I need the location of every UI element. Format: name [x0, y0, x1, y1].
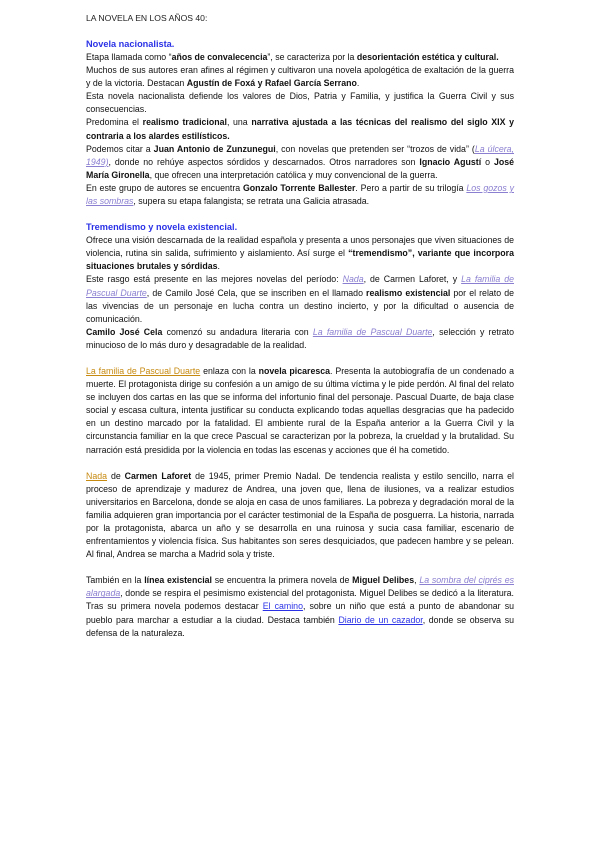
- paragraph: Predomina el realismo tradicional, una narrativa ajustada a las técnicas del realismo del siglo XIX y contraria a los alardes estilísticos.: [86, 117, 515, 141]
- paragraph: Podemos citar a Juan Antonio de Zunzunegui, con novelas que pretenden ser “trozos de vida” (La úlcera, 1949), donde no rehúye aspectos sórdidos y descarnados. Otros narradores son Ignacio Agustí o José María Gironella, que ofrecen una interpretación católica y muy convencional de la guerra.: [86, 143, 514, 180]
- paragraph: Muchos de sus autores eran afines al régimen y cultivaron una novela apologética de exaltación de la guerra y de la victoria. Destacan Agustín de Foxá y Rafael García Serrano.: [86, 65, 514, 89]
- link-pascual-duarte[interactable]: La familia de Pascual Duarte: [86, 274, 514, 298]
- paragraph: Etapa llamada como “años de convalecencia”, se caracteriza por la desorientación estética y cultural.: [86, 52, 499, 62]
- paragraph: Camilo José Cela comenzó su andadura literaria con La familia de Pascual Duarte, selección y retrato minucioso de lo más duro y desagradable de la realidad.: [86, 326, 514, 350]
- section-heading-tremendismo: Tremendismo y novela existencial.: [86, 222, 238, 233]
- document-page: [86, 12, 514, 640]
- paragraph: Ofrece una visión descarnada de la realidad española y presenta a unos personajes que viven situaciones de violencia, rutina sin salida, sufrimiento y aislamiento. Así surge el “tremendismo”, variante que incorpora situaciones brutales y sórdidas.: [86, 235, 514, 272]
- link-los-gozos[interactable]: Los gozos y las sombras: [86, 182, 514, 207]
- link-nada[interactable]: Nada: [342, 274, 364, 285]
- link-nada[interactable]: Nada: [86, 470, 108, 481]
- link-el-camino[interactable]: El camino: [262, 601, 303, 612]
- paragraph: Esta novela nacionalista defiende los valores de Dios, Patria y Familia, y justifica la Guerra Civil y sus consecuencias.: [86, 91, 514, 115]
- paragraph-pascual-duarte: La familia de Pascual Duarte enlaza con la novela picaresca. Presenta la autobiografía de un condenado a muerte. El protagonista dirige su confesión a un amigo de su última víctima y le pide perdón. Al final del relato se incluyen dos cartas en las que se informa del infortunio final del personaje. Pascual Duarte, de baja clase social y escasa cultura, intenta justificar su conducta explicando todas aquellas desgracias que ha padecido en un destino marcado por la fatalidad. El ambiente rural de la España anterior a la Guerra Civil y la circunstancia familiar en la que crece Pascual se caracterizan por la pobreza, la crueldad y la brutalidad. Su narración está presidida por la violencia en todas las escenas y acciones que él ha cometido.: [86, 365, 515, 455]
- link-diario-de-un-cazador[interactable]: Diario de un cazador: [338, 614, 423, 625]
- link-la-sombra-del-cipres[interactable]: La sombra del ciprés es alargada: [86, 575, 514, 599]
- link-pascual-duarte[interactable]: La familia de Pascual Duarte: [86, 365, 201, 376]
- paragraph-delibes: También en la línea existencial se encuentra la primera novela de Miguel Delibes, La sombra del ciprés es alargada, donde se respira el pesimismo existencial del protagonista. Miguel Delibes se dedicó a la literatura. Tras su primera novela podemos destacar El camino, sobre un niño que está a punto de abandonar su pueblo para marchar a estudiar a la ciudad. Destaca también Diario de un cazador, donde se observa su defensa de la naturaleza.: [86, 575, 514, 638]
- paragraph: Este rasgo está presente en las mejores novelas del período: Nada, de Carmen Laforet, y La familia de Pascual Duarte, de Camilo José Cela, que se inscriben en el llamado realismo existencial por el relato de las vivencias de un personaje en lucha contra un destino incierto, y por la dificultad o ausencia de comunicación.: [86, 274, 514, 324]
- section-heading-nationalist: Novela nacionalista.: [86, 39, 175, 49]
- paragraph: En este grupo de autores se encuentra Gonzalo Torrente Ballester. Pero a partir de su trilogía Los gozos y las sombras, supera su etapa falangista; se retrata una Galicia atrasada.: [86, 182, 514, 207]
- link-pascual-duarte[interactable]: La familia de Pascual Duarte: [312, 326, 433, 337]
- document-title: LA NOVELA EN LOS AÑOS 40:: [86, 13, 208, 23]
- paragraph-nada: Nada de Carmen Laforet de 1945, primer Premio Nadal. De tendencia realista y estilo sencillo, narra el proceso de aprendizaje y madurez de Andrea, una joven que, llena de ilusiones, va a realizar estudios universitarios en Barcelona, donde se aloja en casa de unos familiares. La pobreza y degradación moral de la familia adquieren gran importancia por el carácter testimonial de la España de posguerra. La historia, narrada por la protagonista, abarca un año y se desarrolla en una ruinosa y sucia casa familiar, escenario de enfrentamientos y violencia física. Sus habitantes son seres desquiciados, que padecen hambre y se pelean. Al final, Andrea se marcha a Madrid sola y triste.: [86, 470, 514, 560]
- link-la-ulcera[interactable]: La úlcera, 1949): [86, 143, 514, 167]
